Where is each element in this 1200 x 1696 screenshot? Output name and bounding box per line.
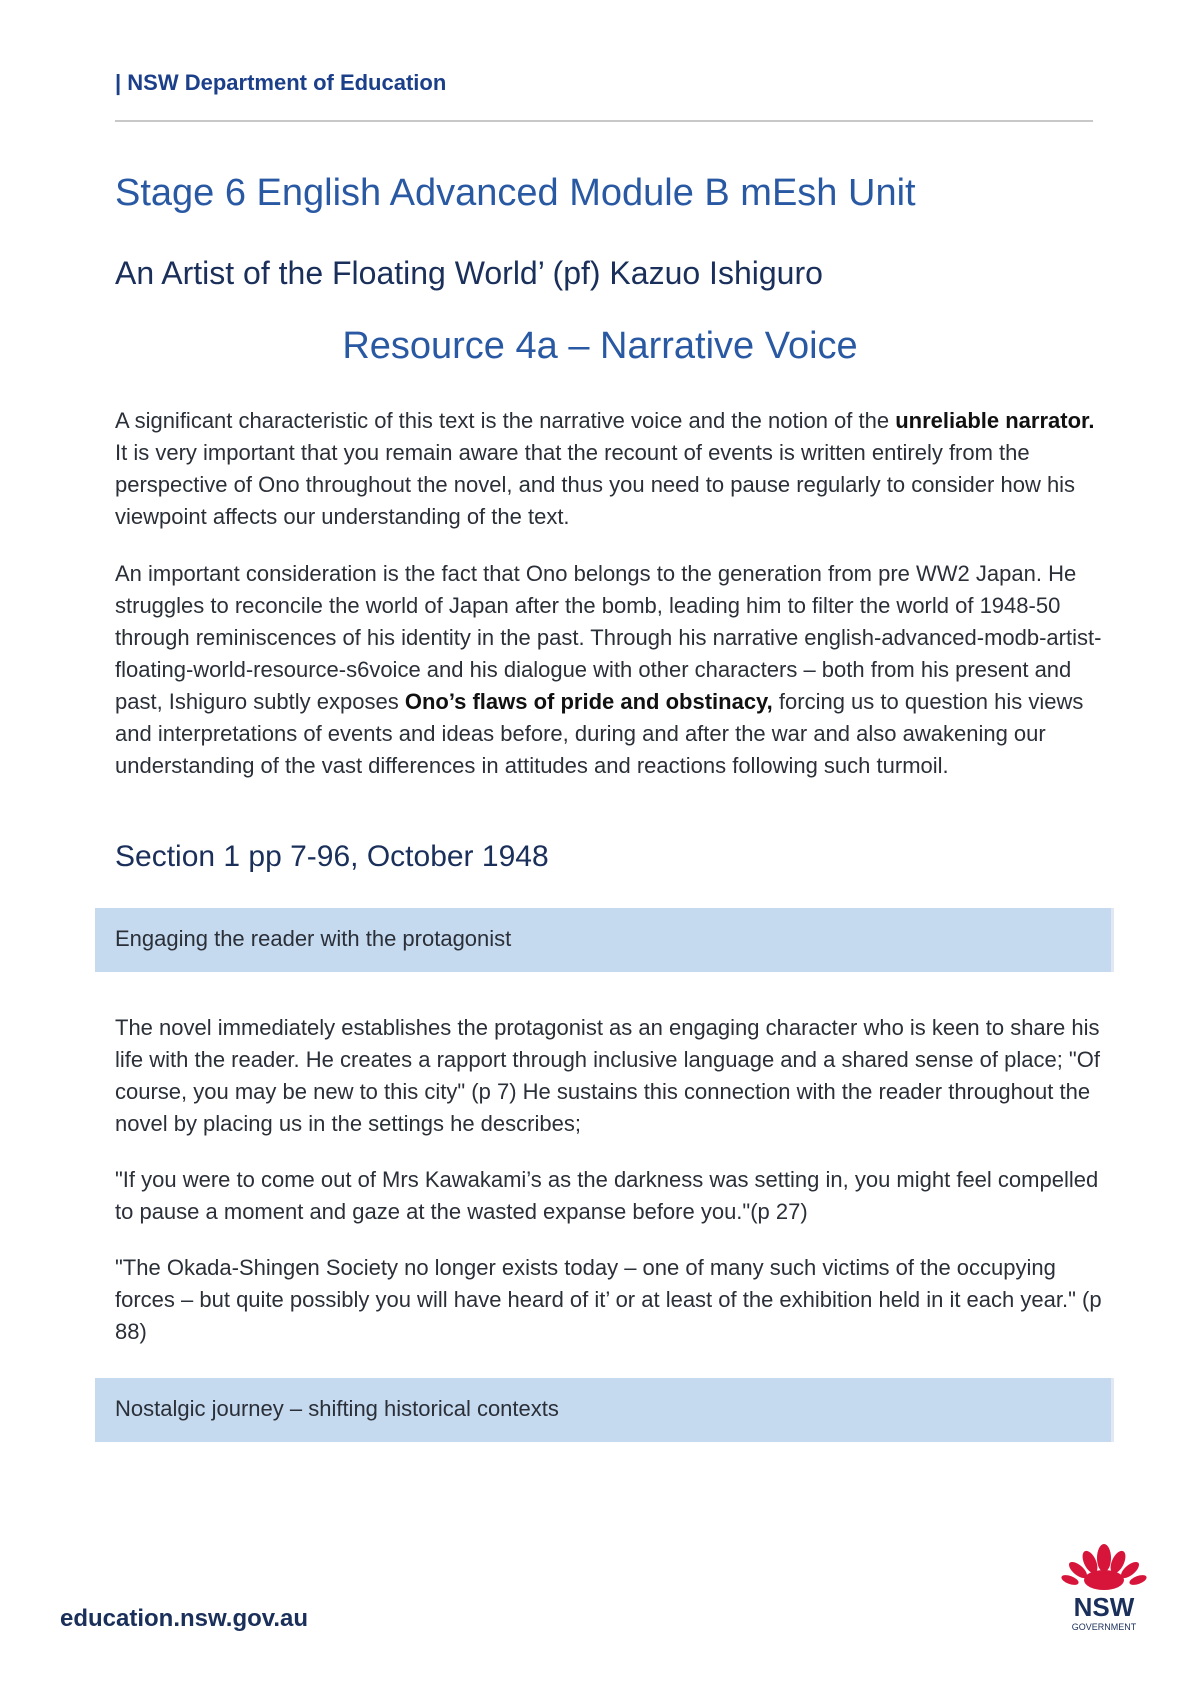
theme-bar-label: Engaging the reader with the protagonist <box>115 926 512 951</box>
department-header: | NSW Department of Education <box>115 70 447 95</box>
theme-bar-label: Nostalgic journey – shifting historical contexts <box>115 1396 559 1421</box>
intro-p2-bold: Ono’s flaws of pride and obstinacy, <box>404 689 773 714</box>
theme-bar-engaging-reader <box>95 908 1114 972</box>
theme-bar-nostalgic-journey <box>95 1378 1114 1442</box>
page-title: Stage 6 English Advanced Module B mEsh Unit <box>115 172 916 214</box>
intro-p2-text-b: forcing us to question his views and interpretations of events and ideas before, during and after the war and also awakening our understanding of the vast differences in attitudes and reactions following such turmoil. <box>115 689 1084 778</box>
section-1-heading: Section 1 pp 7-96, October 1948 <box>115 840 549 873</box>
intro-p1-text-a: A significant characteristic of this text is the narrative voice and the notion of the <box>115 408 896 433</box>
header-divider <box>115 120 1093 122</box>
footer-url[interactable]: education.nsw.gov.au <box>60 1605 309 1632</box>
intro-paragraph-1 <box>115 405 1105 533</box>
intro-p1-text-b: It is very important that you remain aware that the recount of events is written entirely from the perspective of Ono throughout the novel, and thus you need to pause regularly to consider how his viewpoint affects our understanding of the text. <box>115 440 1076 529</box>
intro-p1-bold: unreliable narrator. <box>895 408 1095 433</box>
page-subtitle: An Artist of the Floating World’ (pf) Kazuo Ishiguro <box>115 255 823 291</box>
logo-government-text: GOVERNMENT <box>1071 1622 1137 1632</box>
resource-title: Resource 4a – Narrative Voice <box>342 325 858 367</box>
logo-nsw-text: NSW <box>1073 1592 1135 1622</box>
intro-paragraph-2 <box>115 558 1105 782</box>
quote-1: "If you were to come out of Mrs Kawakami’s as the darkness was setting in, you might feel compelled to pause a moment and gaze at the wasted expanse before you."(p 27) <box>115 1167 1099 1224</box>
quote-2: "The Okada-Shingen Society no longer exists today – one of many such victims of the occupying forces – but quite possibly you will have heard of it’ or at least of the exhibition held in it each year." (p 88) <box>115 1255 1102 1344</box>
nsw-government-logo <box>1060 1536 1148 1636</box>
waratah-flower-icon <box>1060 1544 1148 1590</box>
section-1-paragraph: The novel immediately establishes the protagonist as an engaging character who is keen to share his life with the reader. He creates a rapport through inclusive language and a shared sense of place; "Of course, you may be new to this city" (p 7) He sustains this connection with the reader throughout the novel by placing us in the settings he describes; <box>115 1015 1100 1136</box>
intro-p2-text-a: An important consideration is the fact that Ono belongs to the generation from pre WW2 Japan. He struggles to reconcile the world of Japan after the bomb, leading him to filter the world of 1948-50 through reminiscences of his identity in the past. Through his narrative english-advanced-modb-artist-floating-world-resource-s6voice and his dialogue with other characters – both from his present and past, Ishiguro subtly exposes <box>115 561 1102 714</box>
